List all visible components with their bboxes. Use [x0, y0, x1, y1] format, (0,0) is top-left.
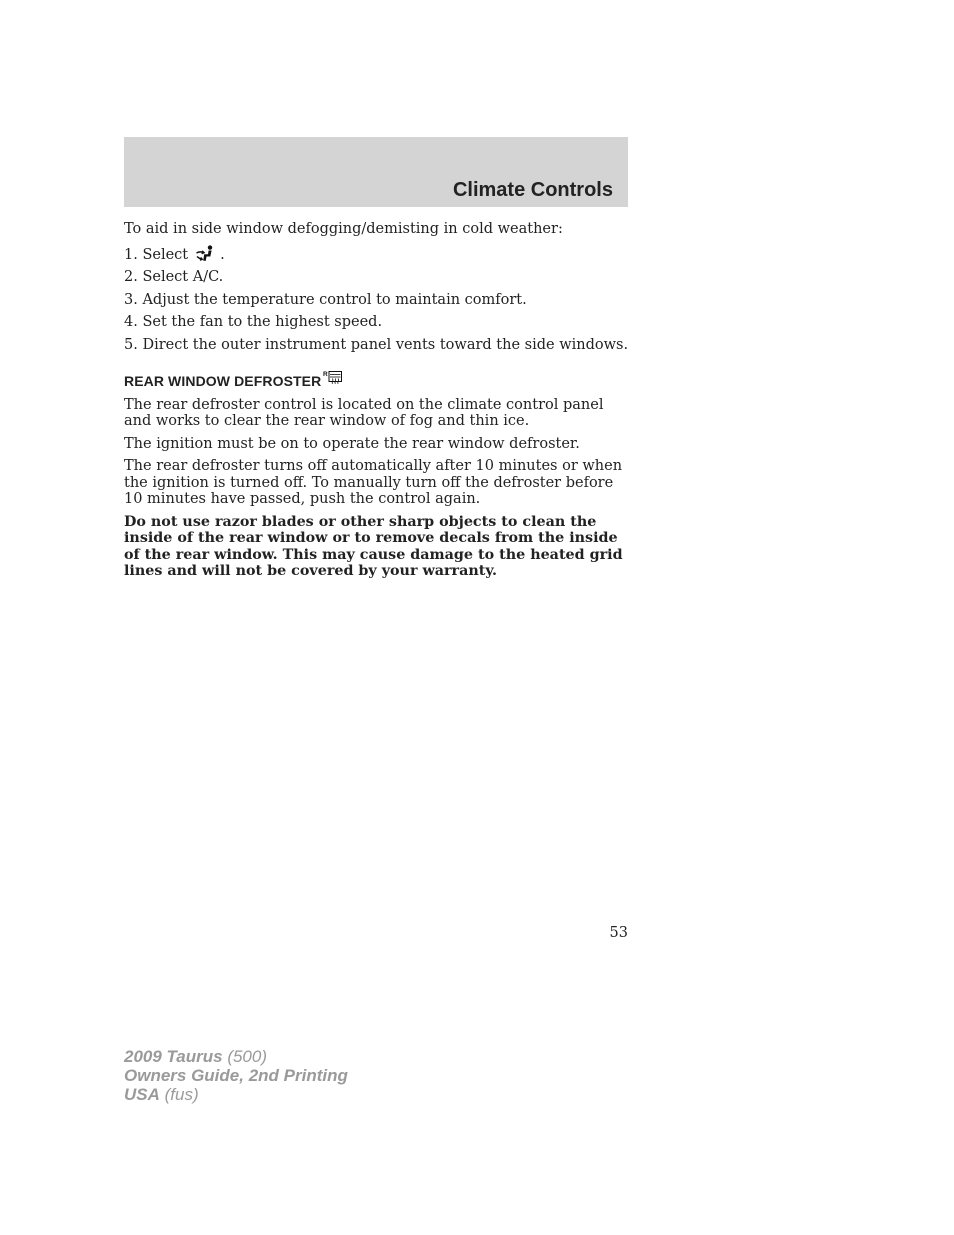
footer-model: 2009 Taurus: [124, 1047, 223, 1066]
intro-text: To aid in side window defogging/demisting in cold weather:: [124, 221, 563, 237]
step-item: 5. Direct the outer instrument panel vents toward the side windows.: [124, 336, 629, 353]
footer-model-code: (500): [222, 1047, 268, 1066]
footer-market: USA: [124, 1085, 160, 1104]
footer-market-code: (fus): [159, 1085, 199, 1104]
body-paragraph: The rear defroster turns off automatically after 10 minutes or when the ignition is turned off. To manually turn off the defroster before 10 minutes have passed, push the control again.: [124, 458, 623, 507]
floor-defrost-airflow-icon: [194, 245, 216, 263]
body-paragraph: The rear defroster control is located on the climate control panel and works to clear the rear window of fog and thin ice.: [124, 396, 604, 429]
body-paragraph: The ignition must be on to operate the rear window defroster.: [124, 435, 580, 452]
warning-text: Do not use razor blades or other sharp objects to clean the inside of the rear window or to remove decals from the inside of the rear window. This may cause damage to the heated grid lines and will not be covered by your warranty.: [124, 513, 623, 579]
rear-defrost-icon: [323, 370, 343, 384]
footer-guide: Owners Guide, 2nd Printing: [124, 1066, 348, 1085]
page-content: [124, 221, 629, 580]
footer-line: [124, 1085, 348, 1104]
step-item: 4. Set the fan to the highest speed.: [124, 314, 383, 330]
section-heading-text: REAR WINDOW DEFROSTER: [124, 373, 322, 389]
step-text-suffix: .: [220, 246, 225, 263]
step-item: 3. Adjust the temperature control to maintain comfort.: [124, 291, 527, 308]
step-item: 2. Select A/C.: [124, 269, 224, 285]
section-heading: [124, 370, 629, 390]
svg-text:R: R: [323, 371, 329, 378]
page-title: Climate Controls: [452, 179, 613, 201]
step-item: [124, 245, 629, 264]
step-text: 1. Select: [124, 246, 189, 263]
page-number: 53: [609, 925, 628, 941]
document-footer: [124, 1047, 348, 1104]
footer-line: [124, 1066, 348, 1085]
footer-line: [124, 1047, 348, 1066]
section-header-band: [124, 137, 628, 207]
